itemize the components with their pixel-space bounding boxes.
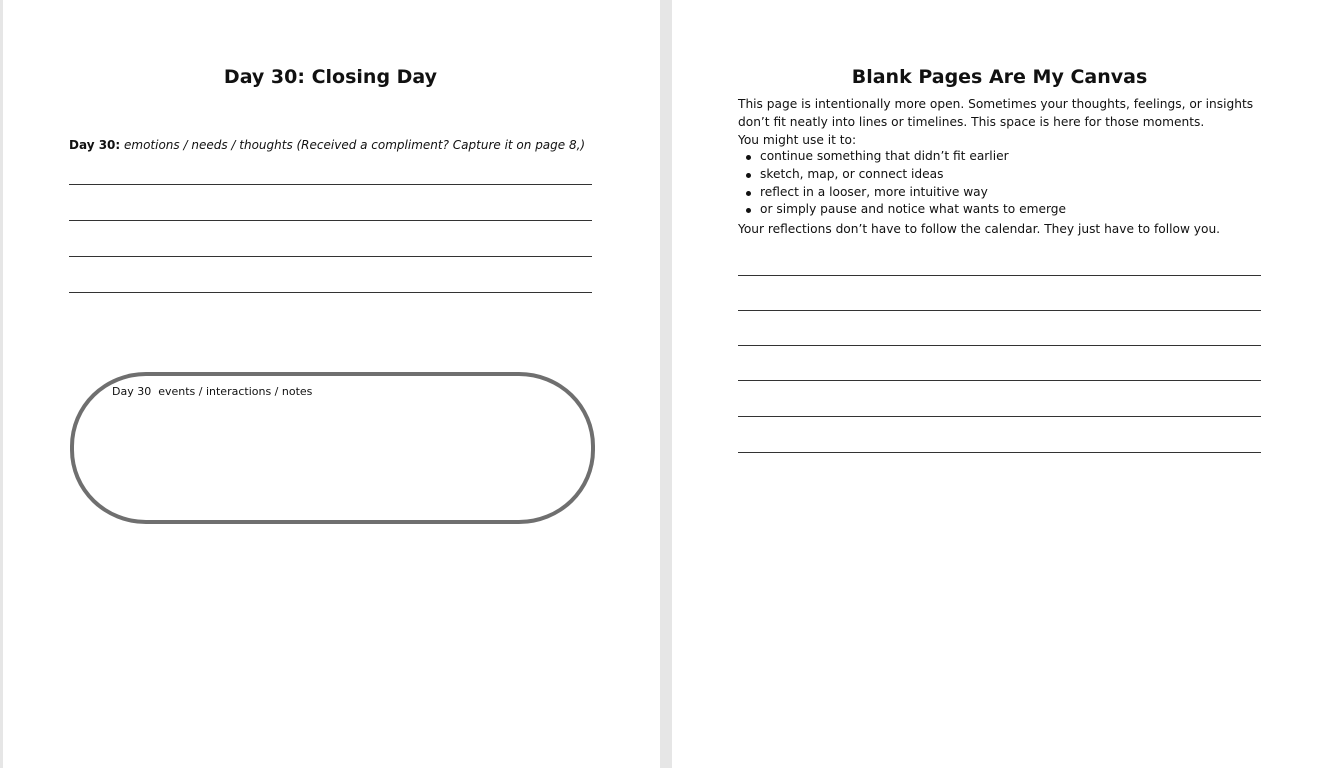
writing-line[interactable]	[69, 220, 592, 221]
list-item: sketch, map, or connect ideas	[738, 166, 1066, 184]
list-item: or simply pause and notice what wants to emerge	[738, 201, 1066, 219]
list-item: continue something that didn’t fit earlier	[738, 148, 1066, 166]
writing-line[interactable]	[69, 184, 592, 185]
intro-paragraph: This page is intentionally more open. Sometimes your thoughts, feelings, or insights don’t fit neatly into lines or timelines. This space is here for those moments.	[738, 97, 1254, 129]
day-label: Day 30:	[69, 138, 121, 152]
writing-line[interactable]	[738, 380, 1261, 381]
left-page	[3, 0, 660, 768]
writing-line[interactable]	[69, 256, 592, 257]
lead-in-text: You might use it to:	[738, 133, 857, 147]
writing-line[interactable]	[738, 452, 1261, 453]
writing-line[interactable]	[738, 345, 1261, 346]
prompt-description: emotions / needs / thoughts (Received a compliment? Capture it on page 8,)	[124, 138, 586, 152]
closing-text: Your reflections don’t have to follow the calendar. They just have to follow you.	[738, 222, 1221, 236]
page-title: Blank Pages Are My Canvas	[851, 66, 1148, 88]
right-page	[672, 0, 1325, 768]
writing-line[interactable]	[738, 310, 1261, 311]
page-title: Day 30: Closing Day	[223, 66, 438, 88]
events-notes-label: Day 30 events / interactions / notes	[112, 385, 313, 398]
bullet-list	[738, 148, 1066, 219]
list-item: reflect in a looser, more intuitive way	[738, 184, 1066, 202]
writing-line[interactable]	[738, 416, 1261, 417]
writing-line[interactable]	[738, 275, 1261, 276]
day-prompt	[69, 137, 585, 154]
writing-line[interactable]	[69, 292, 592, 293]
